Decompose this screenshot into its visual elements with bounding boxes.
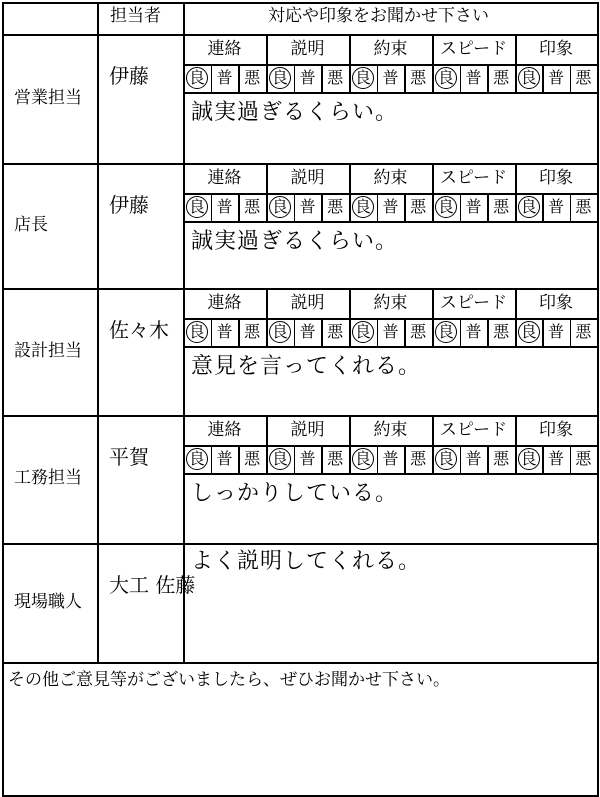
row-role-label: 現場職人 — [14, 591, 82, 612]
category-label: スピード — [439, 293, 508, 313]
category-label: 約束 — [373, 293, 408, 313]
grid-line — [183, 473, 597, 475]
selected-circle-mark — [518, 448, 540, 470]
rating-option[interactable]: 普 — [382, 197, 399, 216]
grid-line — [183, 346, 597, 348]
rating-option[interactable]: 普 — [465, 68, 482, 87]
rating-option[interactable]: 悪 — [244, 197, 261, 216]
grid-line — [597, 2, 599, 797]
rating-option[interactable]: 良 — [437, 322, 454, 341]
rating-option[interactable]: 普 — [299, 449, 316, 468]
selected-circle-mark — [352, 448, 374, 470]
rating-option[interactable]: 悪 — [493, 449, 510, 468]
category-label: 印象 — [539, 39, 573, 59]
grid-line — [2, 2, 597, 4]
rating-option[interactable]: 悪 — [575, 322, 592, 341]
rating-option[interactable]: 悪 — [493, 197, 510, 216]
header-eval-label: 対応や印象をお聞かせ下さい — [268, 6, 489, 26]
category-label: 連絡 — [207, 293, 242, 313]
selected-circle-mark — [186, 196, 208, 218]
grid-line — [2, 662, 597, 664]
row-role-label: 営業担当 — [14, 87, 82, 108]
signature: 佐々木 — [109, 318, 169, 342]
selected-circle-mark — [435, 448, 457, 470]
footer-prompt: その他ご意見等がございましたら、ぜひお聞かせ下さい。 — [8, 670, 450, 690]
rating-option[interactable]: 良 — [354, 197, 371, 216]
signature: 大工 佐藤 — [109, 573, 196, 597]
rating-option[interactable]: 普 — [547, 197, 564, 216]
rating-option[interactable]: 普 — [216, 449, 233, 468]
rating-option[interactable]: 良 — [271, 197, 288, 216]
category-label: スピード — [439, 168, 508, 188]
rating-option[interactable]: 良 — [188, 197, 205, 216]
category-label: 説明 — [290, 168, 325, 188]
grid-line — [2, 543, 597, 545]
rating-option[interactable]: 普 — [465, 449, 482, 468]
category-label: 印象 — [539, 293, 573, 313]
selected-circle-mark — [435, 196, 457, 218]
header-person-label: 担当者 — [110, 6, 161, 26]
rating-option[interactable]: 良 — [188, 68, 205, 87]
rating-option[interactable]: 良 — [437, 68, 454, 87]
rating-option[interactable]: 悪 — [410, 322, 427, 341]
comment-text: よく説明してくれる。 — [191, 549, 422, 574]
rating-option[interactable]: 良 — [520, 197, 537, 216]
rating-option[interactable]: 良 — [354, 449, 371, 468]
rating-option[interactable]: 悪 — [575, 197, 592, 216]
rating-option[interactable]: 悪 — [410, 197, 427, 216]
row-role-label: 店長 — [14, 214, 48, 235]
selected-circle-mark — [269, 448, 291, 470]
selected-circle-mark — [435, 67, 457, 89]
rating-option[interactable]: 良 — [437, 197, 454, 216]
signature: 伊藤 — [109, 64, 149, 88]
rating-option[interactable]: 普 — [465, 322, 482, 341]
comment-text: しっかりしている。 — [191, 481, 399, 506]
rating-option[interactable]: 普 — [547, 68, 564, 87]
rating-option[interactable]: 普 — [216, 322, 233, 341]
category-label: 印象 — [539, 168, 573, 188]
rating-option[interactable]: 普 — [465, 197, 482, 216]
rating-option[interactable]: 悪 — [410, 449, 427, 468]
selected-circle-mark — [186, 448, 208, 470]
grid-line — [183, 221, 597, 223]
rating-option[interactable]: 悪 — [410, 68, 427, 87]
selected-circle-mark — [269, 67, 291, 89]
category-label: 説明 — [290, 420, 325, 440]
selected-circle-mark — [352, 67, 374, 89]
category-label: 約束 — [373, 420, 408, 440]
rating-option[interactable]: 普 — [216, 68, 233, 87]
rating-option[interactable]: 悪 — [327, 68, 344, 87]
rating-option[interactable]: 普 — [547, 449, 564, 468]
category-label: 説明 — [290, 39, 325, 59]
category-label: 連絡 — [207, 39, 242, 59]
rating-option[interactable]: 良 — [271, 68, 288, 87]
category-label: スピード — [439, 39, 508, 59]
selected-circle-mark — [435, 321, 457, 343]
rating-option[interactable]: 普 — [299, 68, 316, 87]
grid-line — [97, 2, 99, 662]
rating-option[interactable]: 悪 — [244, 449, 261, 468]
category-label: 約束 — [373, 168, 408, 188]
rating-option[interactable]: 良 — [437, 449, 454, 468]
rating-option[interactable]: 普 — [382, 68, 399, 87]
rating-option[interactable]: 良 — [520, 449, 537, 468]
rating-option[interactable]: 悪 — [575, 68, 592, 87]
rating-option[interactable]: 悪 — [493, 68, 510, 87]
category-label: 印象 — [539, 420, 573, 440]
rating-option[interactable]: 悪 — [327, 197, 344, 216]
rating-option[interactable]: 良 — [520, 68, 537, 87]
selected-circle-mark — [269, 321, 291, 343]
category-label: 約束 — [373, 39, 408, 59]
rating-option[interactable]: 悪 — [244, 68, 261, 87]
rating-option[interactable]: 良 — [271, 322, 288, 341]
selected-circle-mark — [186, 321, 208, 343]
category-label: 説明 — [290, 293, 325, 313]
grid-line — [2, 2, 4, 797]
rating-option[interactable]: 普 — [382, 449, 399, 468]
rating-option[interactable]: 良 — [354, 68, 371, 87]
selected-circle-mark — [518, 321, 540, 343]
rating-option[interactable]: 悪 — [327, 322, 344, 341]
selected-circle-mark — [518, 196, 540, 218]
row-role-label: 工務担当 — [14, 468, 82, 488]
footer-comment-area[interactable] — [4, 700, 594, 792]
row-role-label: 設計担当 — [14, 340, 82, 361]
rating-option[interactable]: 良 — [271, 449, 288, 468]
rating-option[interactable]: 良 — [188, 322, 205, 341]
rating-option[interactable]: 普 — [299, 197, 316, 216]
rating-option[interactable]: 悪 — [493, 322, 510, 341]
selected-circle-mark — [352, 196, 374, 218]
rating-option[interactable]: 普 — [382, 322, 399, 341]
rating-option[interactable]: 普 — [547, 322, 564, 341]
rating-option[interactable]: 良 — [354, 322, 371, 341]
rating-option[interactable]: 悪 — [244, 322, 261, 341]
rating-option[interactable]: 普 — [299, 322, 316, 341]
comment-text: 意見を言ってくれる。 — [191, 354, 422, 379]
signature: 平賀 — [109, 445, 149, 469]
category-label: 連絡 — [207, 168, 242, 188]
grid-line — [183, 92, 597, 94]
category-label: スピード — [439, 420, 508, 440]
rating-option[interactable]: 良 — [520, 322, 537, 341]
selected-circle-mark — [352, 321, 374, 343]
rating-option[interactable]: 悪 — [575, 449, 592, 468]
comment-text: 誠実過ぎるくらい。 — [191, 100, 399, 125]
signature: 伊藤 — [109, 193, 149, 217]
rating-option[interactable]: 悪 — [327, 449, 344, 468]
comment-text: 誠実過ぎるくらい。 — [191, 229, 399, 254]
selected-circle-mark — [186, 67, 208, 89]
selected-circle-mark — [518, 67, 540, 89]
category-label: 連絡 — [207, 420, 242, 440]
rating-option[interactable]: 良 — [188, 449, 205, 468]
selected-circle-mark — [269, 196, 291, 218]
rating-option[interactable]: 普 — [216, 197, 233, 216]
